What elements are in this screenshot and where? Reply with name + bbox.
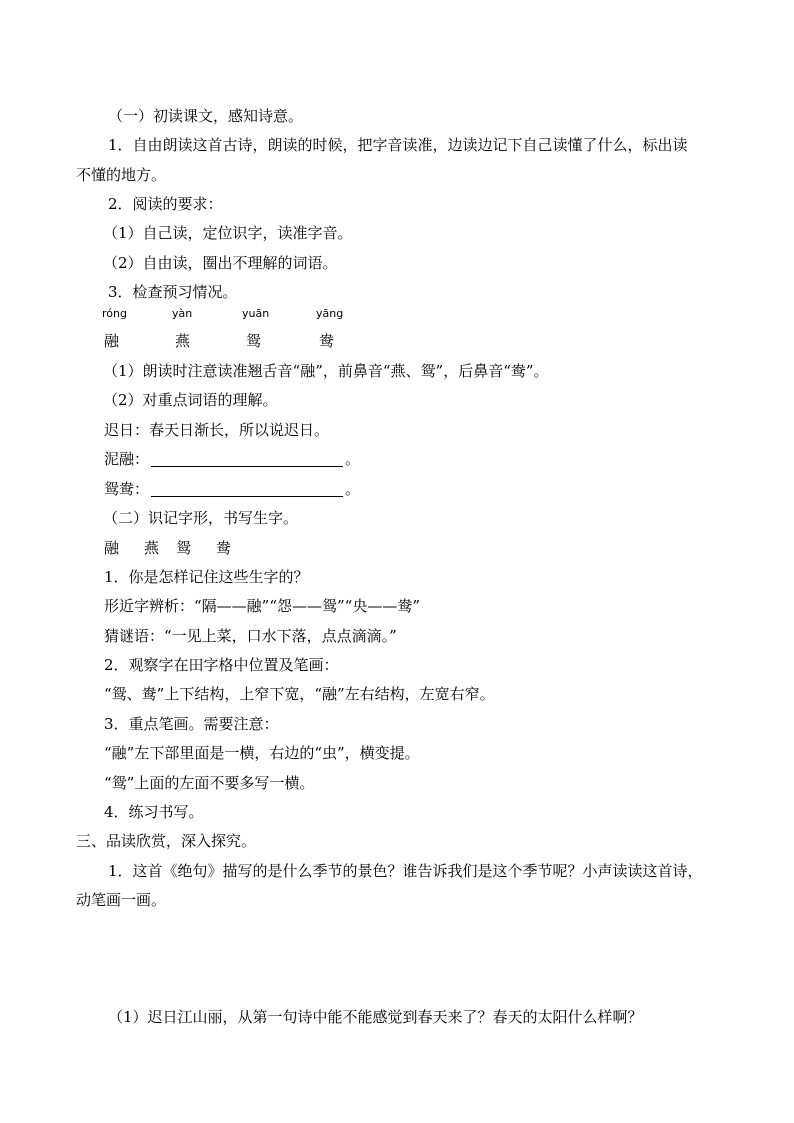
section-3-title: 三、品读欣赏，深入探究。 xyxy=(76,832,257,850)
s3-q1-1: （1）迟日江山丽，从第一句诗中能不能感觉到春天来了？春天的太阳什么样啊？ xyxy=(108,1008,643,1026)
s1-item1-line-b: 不懂的地方。 xyxy=(76,166,167,184)
pinyin-yan: yàn xyxy=(172,307,193,320)
s2-char-yang: 鸯 xyxy=(216,539,232,557)
char-yuan: 鸳 xyxy=(246,332,262,350)
s2-char-yan: 燕 xyxy=(144,539,160,557)
s2-q2-text: “鸳、鸯”上下结构，上窄下宽，“融”左右结构，左宽右窄。 xyxy=(104,685,495,703)
s3-q1-line-a: 1．这首《绝句》描写的是什么季节的景色？谁告诉我们是这个季节呢？小声读读这首诗， xyxy=(108,862,703,880)
nirong-answer-blank[interactable] xyxy=(151,452,343,467)
s2-q1: 1．你是怎样记住这些生字的？ xyxy=(104,568,309,586)
s2-miyu: 猜谜语：“一见上菜，口水下落，点点滴滴。” xyxy=(104,627,397,645)
section-1-title: （一）初读课文，感知诗意。 xyxy=(108,107,304,125)
s2-q3: 3．重点笔画。需要注意： xyxy=(104,715,279,733)
pinyin-yuan: yuān xyxy=(242,307,270,320)
yuanyang-period: 。 xyxy=(345,480,361,498)
s1-item2: 2．阅读的要求： xyxy=(108,195,223,213)
s1-item1-line-a: 1．自由朗读这首古诗，朗读的时候，把字音读准，边读边记下自己读懂了什么，标出读 xyxy=(108,136,688,154)
char-yan: 燕 xyxy=(175,332,191,350)
s3-q1-line-b: 动笔画一画。 xyxy=(76,891,167,909)
yuanyang-row xyxy=(104,480,360,498)
section-2-title: （二）识记字形，书写生字。 xyxy=(103,509,299,527)
s2-q4: 4．练习书写。 xyxy=(104,803,204,821)
nirong-period: 。 xyxy=(345,450,361,468)
s2-q3-b: “鸳”上面的左面不要多写一横。 xyxy=(104,774,315,792)
s2-q2: 2．观察字在田字格中位置及笔画： xyxy=(104,656,339,674)
yuanyang-answer-blank[interactable] xyxy=(151,482,343,497)
pinyin-yang: yāng xyxy=(316,307,344,320)
s1-item3: 3．检查预习情况。 xyxy=(108,283,238,301)
chiri-definition: 迟日：春天日渐长，所以说迟日。 xyxy=(104,421,330,439)
s2-xingjin: 形近字辨析：“隔——融”“怨——鸳”“央——鸯” xyxy=(104,597,421,615)
s2-q3-a: “融”左下部里面是一横，右边的“虫”，横变提。 xyxy=(104,744,420,762)
s1-item2-2: （2）自由读，圈出不理解的词语。 xyxy=(103,254,338,272)
s2-char-yuan: 鸳 xyxy=(176,539,192,557)
char-yang: 鸯 xyxy=(319,332,335,350)
s1-item3-2: （2）对重点词语的理解。 xyxy=(103,391,278,409)
pinyin-rong: róng xyxy=(102,307,127,320)
yuanyang-label: 鸳鸯： xyxy=(104,480,150,498)
s2-char-rong: 融 xyxy=(104,539,120,557)
s1-item2-1: （1）自己读，定位识字，读准字音。 xyxy=(103,224,353,242)
nirong-row xyxy=(104,450,360,468)
s1-item3-1: （1）朗读时注意读准翘舌音“融”，前鼻音“燕、鸳”，后鼻音“鸯”。 xyxy=(103,362,549,380)
char-rong: 融 xyxy=(104,332,120,350)
nirong-label: 泥融： xyxy=(104,450,150,468)
